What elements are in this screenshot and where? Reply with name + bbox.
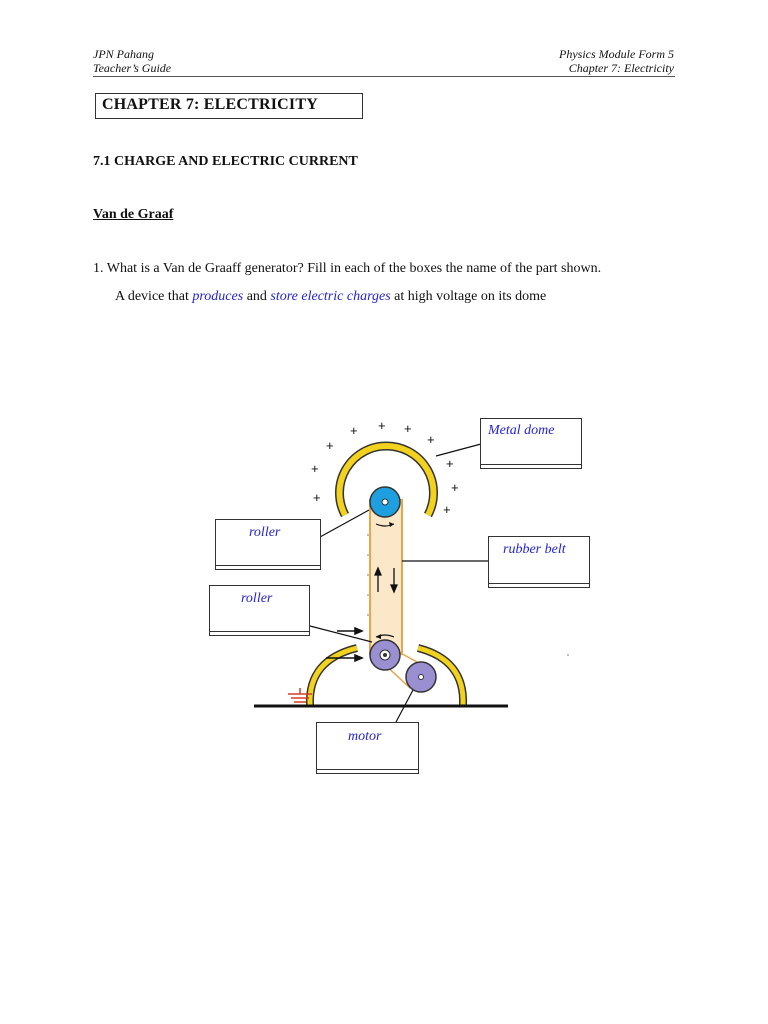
leader-bottom-roller [310,626,372,642]
label-metal-dome: Metal dome [488,423,555,438]
answer-suffix: at high voltage on its dome [390,289,547,304]
chapter-title: CHAPTER 7: ELECTRICITY [102,96,318,113]
question-text: 1. What is a Van de Graaff generator? Fill in each of the boxes the name of the part shown. [93,261,602,276]
leader-metal-dome [436,444,481,456]
header-guide: Teacher’s Guide [93,61,172,75]
section-title: 7.1 CHARGE AND ELECTRIC CURRENT [93,154,358,169]
charge-plus: + [326,438,334,453]
header-chapter: Chapter 7: Electricity [568,61,674,75]
charge-plus: + [451,480,459,495]
charge-plus: + [311,461,319,476]
answer-produces: produces [192,289,244,304]
charge-plus: + [446,456,454,471]
header-org: JPN Pahang [93,47,154,61]
charge-plus: + [378,418,386,433]
label-top-roller: roller [249,525,281,540]
charge-plus: + [427,432,435,447]
charge-plus: + [313,490,321,505]
header-module: Physics Module Form 5 [559,47,674,61]
label-motor: motor [348,729,382,744]
subsection-title: Van de Graaf [93,207,174,222]
charge-plus: + [443,502,451,517]
label-bottom-roller: roller [241,591,273,606]
charge-plus: + [404,421,412,436]
rubber-belt [370,500,402,654]
label-rubber-belt: rubber belt [503,542,566,557]
answer-prefix: A device that [115,289,193,304]
answer-store-charges: store electric charges [270,289,391,304]
charge-plus: + [350,423,358,438]
answer-and: and [243,289,271,304]
